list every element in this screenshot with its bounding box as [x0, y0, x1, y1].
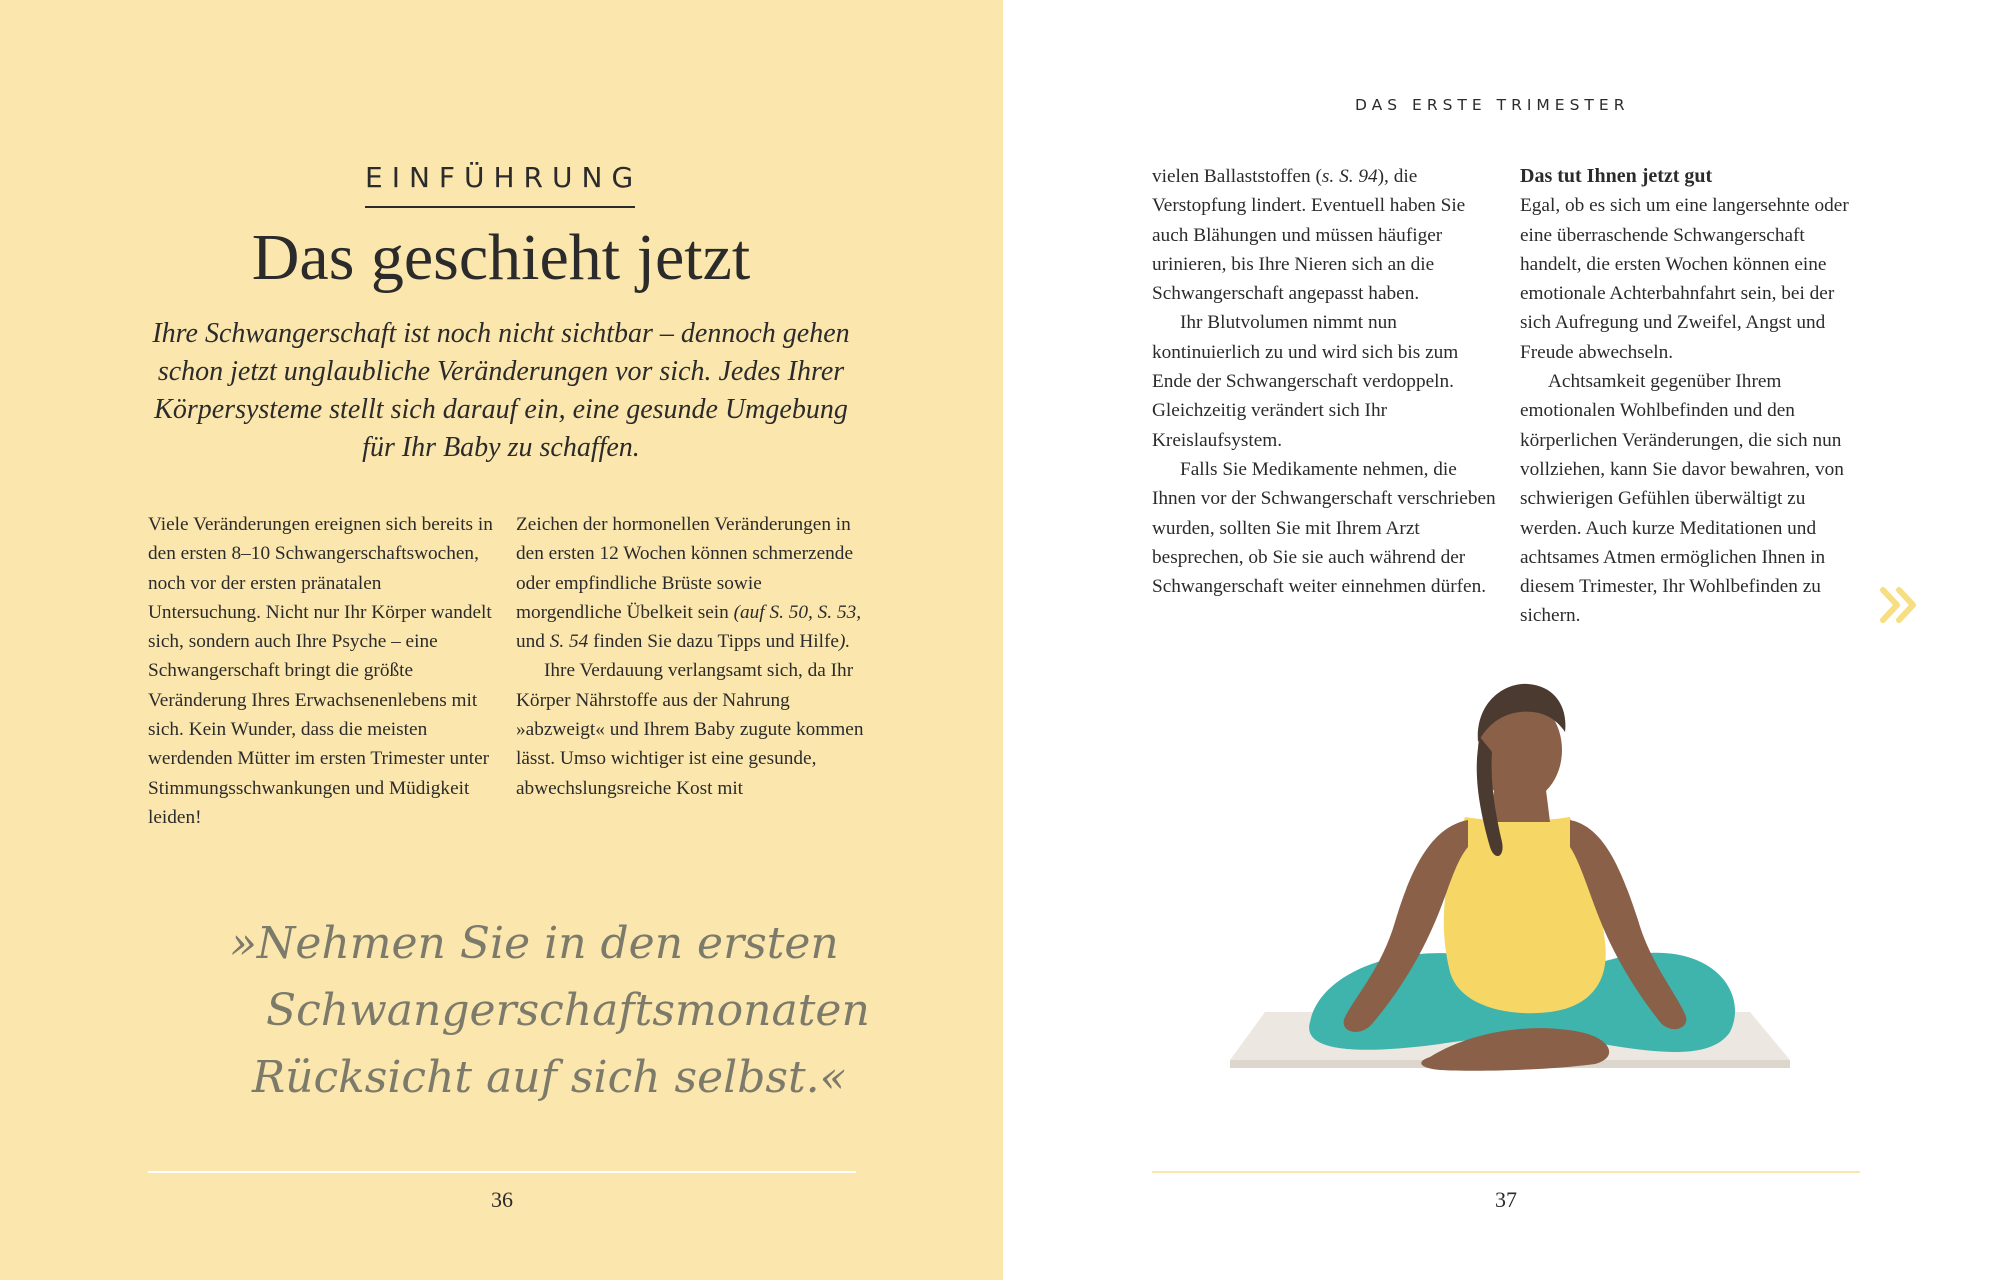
pregnant-woman-meditating-icon [1150, 672, 1870, 1122]
page-reference: (auf S. 50, S. 53, [733, 601, 862, 623]
footer-divider [1152, 1171, 1860, 1173]
body-column-1 [148, 510, 498, 832]
handwritten-quote [230, 910, 870, 1111]
paragraph: Ihr Blutvolumen nimmt nun kontinuierlich zu und wird sich bis zum Ende der Schwangerschaft verdoppeln. Gleichzeitig verändert sich Ihr Kreislaufsystem. [1152, 312, 1459, 451]
text-run: ), die Verstopfung lindert. Eventuell haben Sie auch Blähungen und müssen häufiger urinieren, bis Ihre Nieren sich an die Schwangerschaft angepasst haben. [1152, 166, 1466, 305]
intro-text: Ihre Schwangerschaft ist noch nicht sichtbar – dennoch gehen schon jetzt unglaubliche Veränderungen vor sich. Jedes Ihrer Körpersysteme stellt sich darauf ein, eine gesunde Umgebung für Ihr Baby zu schaffen. [152, 318, 850, 463]
subheading: Das tut Ihnen jetzt gut [1520, 165, 1713, 187]
page-number: 37 [1495, 1187, 1517, 1212]
text-run: und [516, 631, 550, 653]
body-column-4 [1520, 162, 1870, 631]
paragraph: Achtsamkeit gegenüber Ihrem emotionalen Wohlbefinden und den körperlichen Veränderungen, die sich nun vollziehen, kann Sie davor bewahren, von schwierigen Gefühlen überwältigt zu werden. Auch kurze Meditationen und achtsames Atmen ermöglichen Ihnen in diesem Trimester, Ihr Wohlbefinden zu sichern. [1520, 371, 1844, 627]
paragraph [1152, 162, 1497, 308]
text-run: finden Sie dazu Tipps und Hilfe [588, 631, 839, 653]
page-reference: s. S. 94 [1321, 166, 1378, 187]
paragraph: Ihre Verdauung verlangsamt sich, da Ihr Körper Nährstoffe aus der Nahrung »abzweigt« und Ihrem Baby zugute kommen lässt. Umso wichtiger ist eine gesunde, abwechslungsreiche Kost mit [516, 660, 864, 799]
double-chevron-right-icon[interactable] [1877, 582, 1923, 628]
paragraph: Egal, ob es sich um eine langersehnte oder eine überraschende Schwangerschaft handelt, die ersten Wochen können eine emotionale Achterbahnfahrt sein, bei der sich Aufregung und Zweifel, Angst und Freude abwechseln. [1520, 195, 1849, 363]
text-run: vielen Ballaststoffen ( [1152, 166, 1322, 187]
body-column-2 [516, 510, 868, 803]
footer-divider [148, 1171, 856, 1173]
page-number: 36 [491, 1187, 513, 1212]
paragraph [516, 510, 868, 656]
page-title: Das geschieht jetzt [251, 221, 751, 294]
quote-line: Schwangerschaftsmonaten [266, 985, 870, 1036]
quote-line: »Nehmen Sie in den ersten [230, 918, 839, 969]
body-column-3 [1152, 162, 1497, 601]
page-reference: S. 54 [549, 631, 589, 653]
paragraph: Falls Sie Medikamente nehmen, die Ihnen vor der Schwangerschaft verschrieben wurden, sollten Sie mit Ihrem Arzt besprechen, ob Sie sie auch während der Schwangerschaft weiter einnehmen dürfen. [1152, 458, 1496, 598]
running-head: DAS ERSTE TRIMESTER [1355, 96, 1630, 114]
text-run: ). [838, 631, 851, 653]
quote-line: Rücksicht auf sich selbst.« [252, 1052, 847, 1103]
text-run: Zeichen der hormonellen Veränderungen in den ersten 12 Wochen können schmerzende oder empfindliche Brüste sowie morgendliche Übelkeit sein [516, 514, 853, 623]
section-label: EINFÜHRUNG [365, 160, 635, 208]
paragraph: Viele Veränderungen ereignen sich bereits in den ersten 8–10 Schwangerschaftswochen, noch vor der ersten pränatalen Untersuchung. Nicht nur Ihr Körper wandelt sich, sondern auch Ihre Psyche – eine Schwangerschaft bringt die größte Veränderung Ihres Erwachsenenlebens mit sich. Kein Wunder, dass die meisten werdenden Mütter im ersten Trimester unter Stimmungsschwankungen und Müdigkeit leiden! [148, 514, 493, 828]
